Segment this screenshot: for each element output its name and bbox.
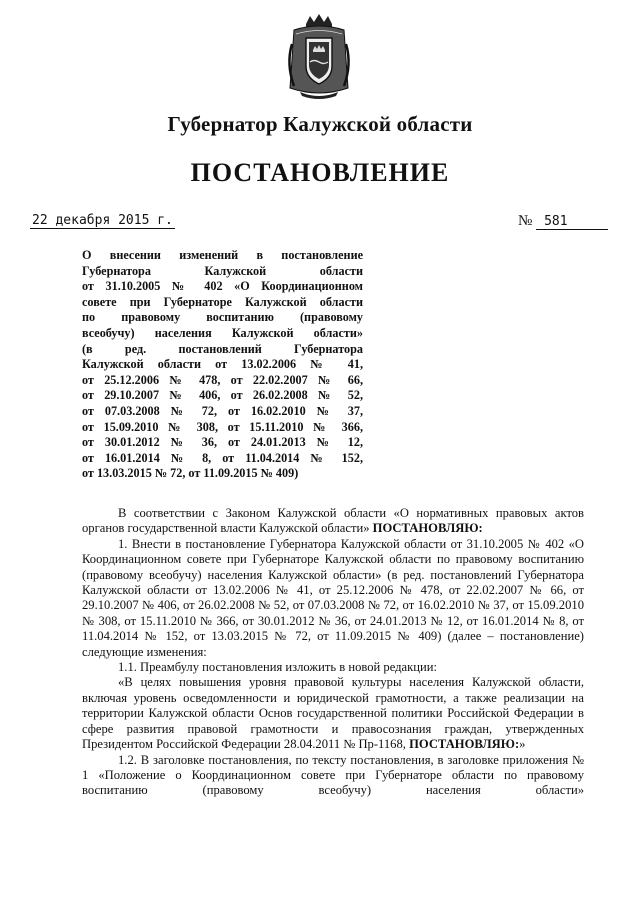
heading-line: от 30.01.2012 № 36, от 24.01.2013 № 12, (82, 435, 363, 450)
heading-line: от 07.03.2008 № 72, от 16.02.2010 № 37, (82, 403, 363, 418)
item-1-2-paragraph: 1.2. В заголовке постановления, по тексту постановления, в заголовке приложения № 1 «Положение о Координационном совете при Губернаторе области по правовому воспитанию (правовому всеобучу) населения области» (82, 752, 584, 798)
heading-line: Губернатора Калужской области (82, 263, 363, 278)
heading-line: Калужской области от 13.02.2006 № 41, (82, 357, 363, 372)
quote-text: «В целях повышения уровня правовой культуры населения Калужской области, включая уровень осведомленности и юридической грамотности, а также реализации на территории Калужской области Основ государственной политики Российской Федерации в сфере развития правовой грамотности и правосознания граждан, утвержденных Президентом Российской Федерации 28.04.2011 № Пр-1168, (82, 675, 584, 752)
number-value: 581 (536, 214, 608, 230)
quote-decree-word: ПОСТАНОВЛЯЮ: (409, 737, 520, 752)
governor-title: Губернатор Калужской области (167, 112, 473, 136)
intro-text: В соответствии с Законом Калужской области «О нормативных правовых актов органов государственной власти Калужской области» (82, 506, 584, 536)
heading-line: от 25.12.2006 № 478, от 22.02.2007 № 66, (82, 372, 363, 387)
document-body (82, 506, 584, 799)
heading-line: по правовому воспитанию (правовому (82, 310, 363, 325)
intro-paragraph (82, 506, 584, 537)
document-number (518, 213, 608, 230)
document-type: ПОСТАНОВЛЕНИЕ (190, 158, 450, 187)
quote-close: » (519, 737, 526, 752)
heading-line: (в ред. постановлений Губернатора (82, 341, 363, 356)
date-value: 22 декабря 2015 г. (32, 213, 173, 228)
item-1-paragraph: 1. Внести в постановление Губернатора Калужской области от 31.10.2005 № 402 «О Координационном совете при Губернаторе Калужской области по правовому воспитанию (правовому всеобучу) населения Калужской области» (в ред. постановлений Губернатора Калужской области от 13.02.2006 № 41, от 25.12.2006 № 478, от 22.02.2007 № 66, от 29.10.2007 № 406, от 26.02.2008 № 52, от 07.03.2008 № 72, от 16.02.2010 № 37, от 15.09.2010 № 308, от 15.11.2010 № 366, от 30.01.2012 № 36, от 24.01.2013 № 12, от 16.01.2014 № 8, от 11.04.2014 № 152, от 13.03.2015 № 72, от 11.09.2015 № 409) (далее – постановление) следующие изменения: (82, 536, 584, 659)
resolution-heading (82, 248, 363, 482)
heading-line: совете при Губернаторе Калужской области (82, 294, 363, 309)
number-sign: № (518, 213, 533, 229)
heading-line: О внесении изменений в постановление (82, 248, 363, 262)
heading-line: от 31.10.2005 № 402 «О Координационном (82, 279, 363, 294)
document-date (30, 213, 175, 228)
heading-line: от 15.09.2010 № 308, от 15.11.2010 № 366, (82, 419, 363, 434)
heading-line: от 29.10.2007 № 406, от 26.02.2008 № 52, (82, 388, 363, 403)
coat-of-arms-icon (284, 14, 354, 100)
heading-line: от 13.03.2015 № 72, от 11.09.2015 № 409) (82, 466, 299, 481)
heading-line: от 16.01.2014 № 8, от 11.04.2014 № 152, (82, 450, 363, 465)
heading-line: всеобучу) населения Калужской области» (82, 325, 363, 340)
intro-decree-word: ПОСТАНОВЛЯЮ: (372, 521, 483, 536)
preamble-quote (82, 675, 584, 752)
item-1-1-paragraph: 1.1. Преамбулу постановления изложить в новой редакции: (118, 660, 437, 675)
